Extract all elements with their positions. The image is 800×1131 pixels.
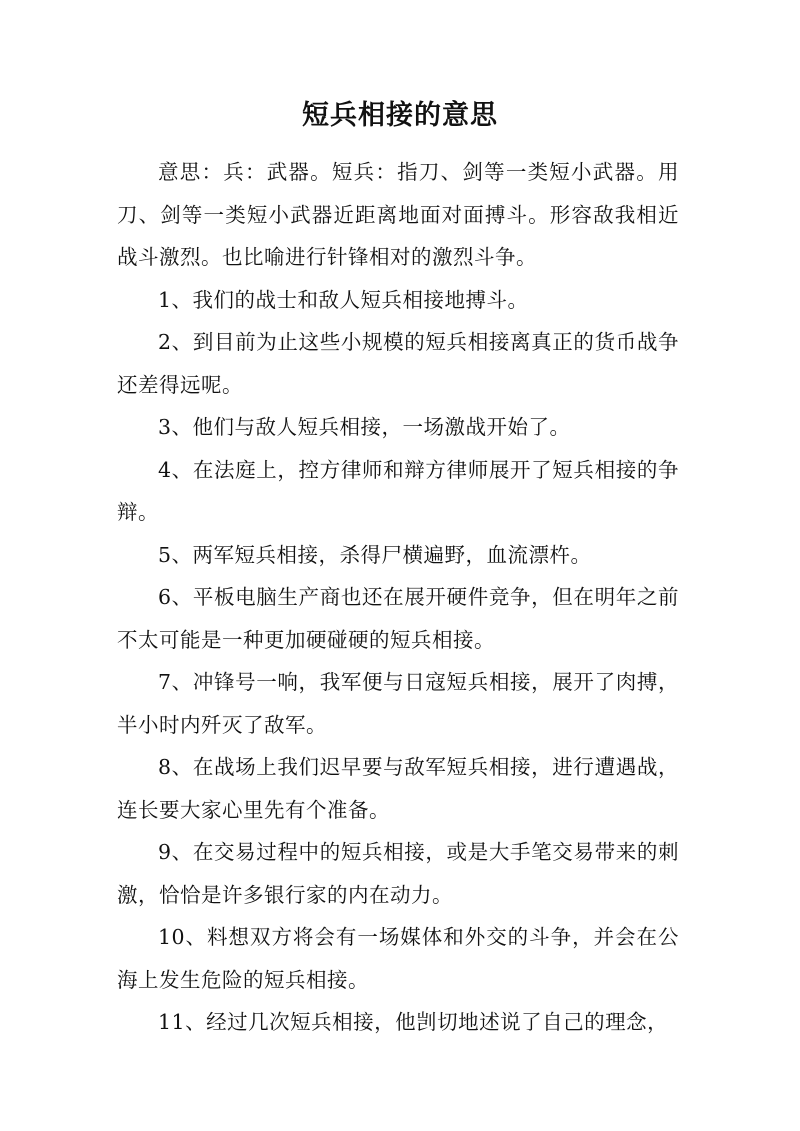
example-sentence-3: 3、他们与敌人短兵相接，一场激战开始了。 (158, 415, 571, 439)
example-sentence-10: 10、料想双方将会有一场媒体和外交的斗争，并会在公海上发生危险的短兵相接。 (117, 925, 679, 992)
document-body (117, 151, 679, 1044)
example-sentence-5: 5、两军短兵相接，杀得尸横遍野，血流漂杵。 (158, 542, 592, 567)
example-sentence-7: 7、冲锋号一响，我军便与日寇短兵相接，展开了肉搏，半小时内歼灭了敌军。 (117, 670, 679, 737)
paragraph-definition: 意思：兵：武器。短兵：指刀、剑等一类短小武器。用刀、剑等一类短小武器近距离地面对面搏斗。形容敌我相近战斗激烈。也比喻进行针锋相对的激烈斗争。 (117, 160, 679, 269)
example-sentence-8: 8、在战场上我们迟早要与敌军短兵相接，进行遭遇战，连长要大家心里先有个准备。 (117, 755, 679, 822)
document-title: 短兵相接的意思 (302, 100, 498, 131)
example-sentence-9: 9、在交易过程中的短兵相接，或是大手笔交易带来的刺激，恰恰是许多银行家的内在动力。 (117, 840, 679, 907)
example-sentence-2: 2、到目前为止这些小规模的短兵相接离真正的货币战争还差得远呢。 (117, 330, 679, 397)
example-sentence-11: 11、经过几次短兵相接，他剀切地述说了自己的理念， (158, 1010, 669, 1034)
example-sentence-6: 6、平板电脑生产商也还在展开硬件竞争，但在明年之前不太可能是一种更加硬碰硬的短兵相接。 (117, 585, 679, 652)
example-sentence-4: 4、在法庭上，控方律师和辩方律师展开了短兵相接的争辩。 (117, 457, 679, 524)
example-sentence-1: 1、我们的战士和敌人短兵相接地搏斗。 (158, 287, 529, 312)
